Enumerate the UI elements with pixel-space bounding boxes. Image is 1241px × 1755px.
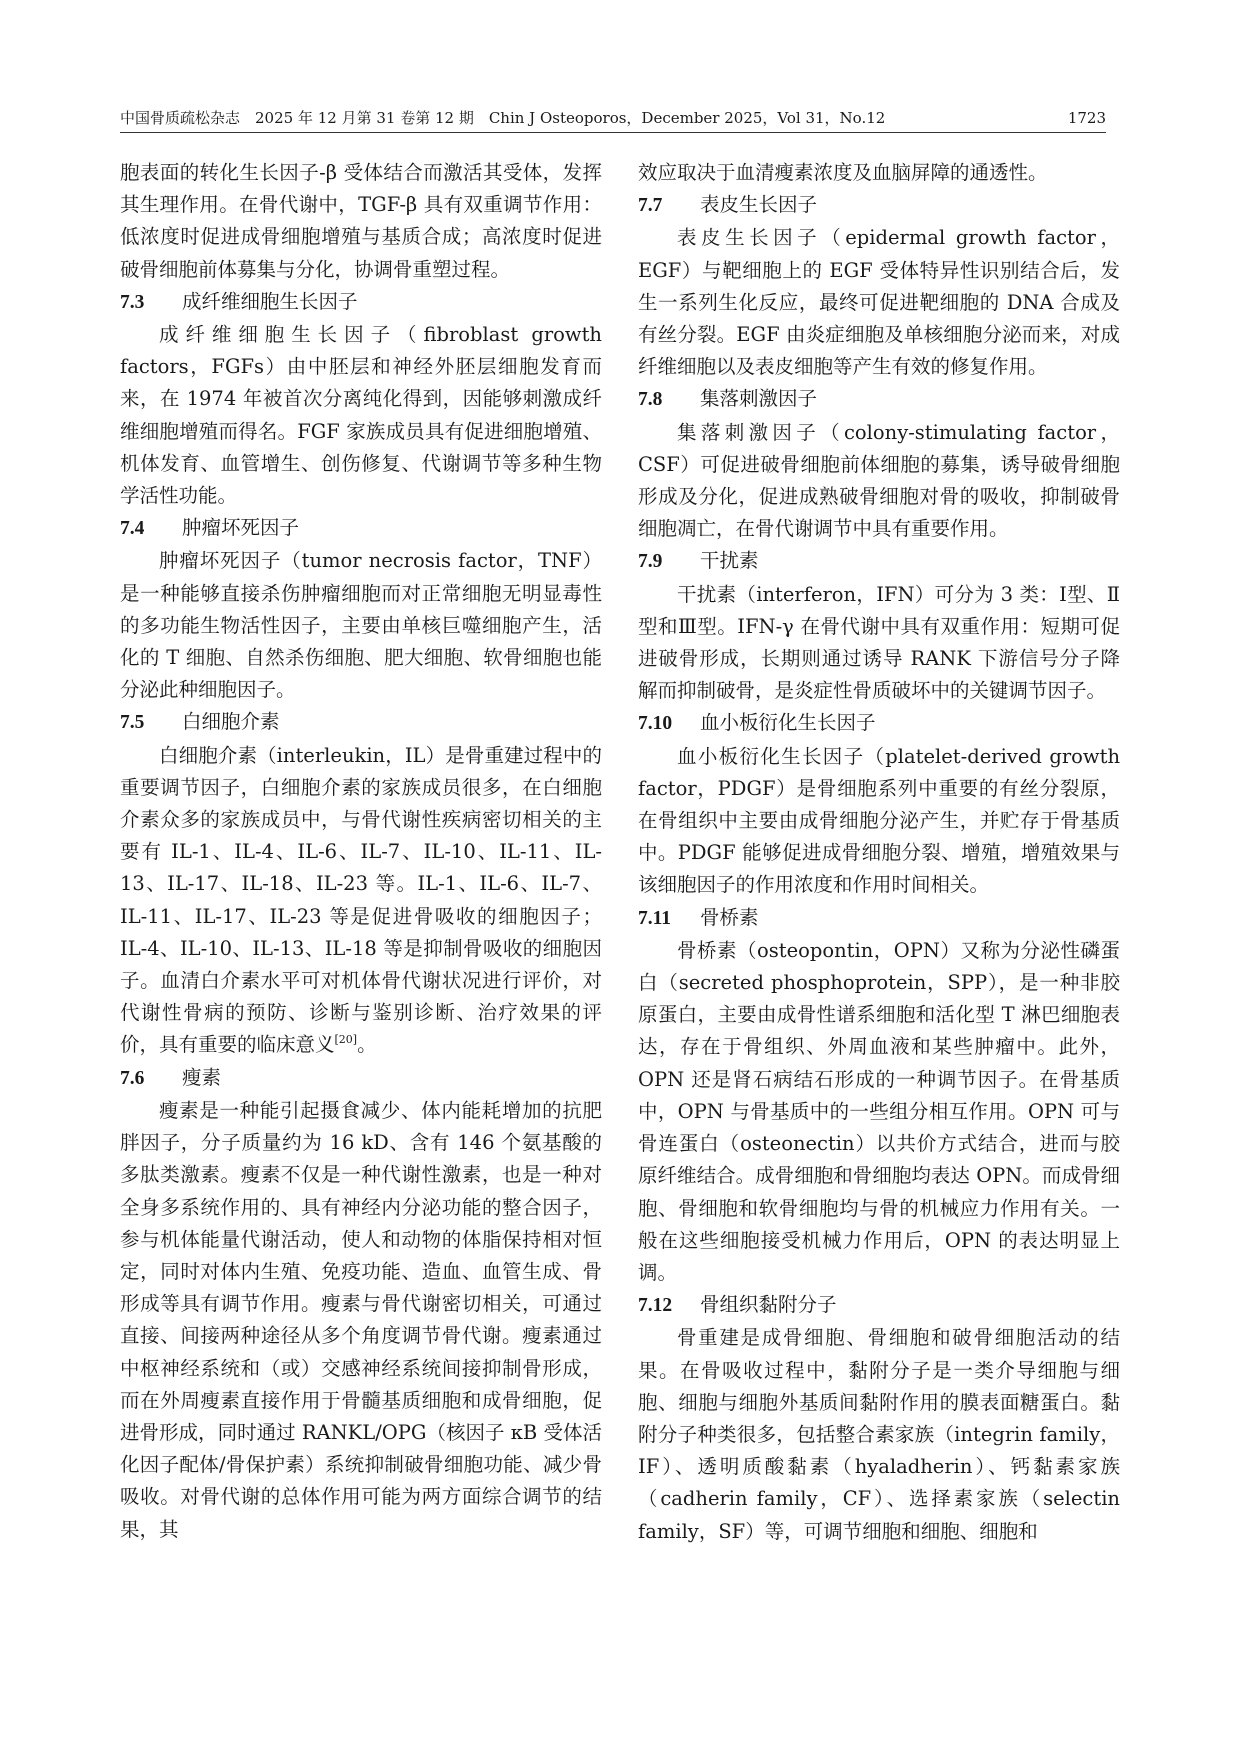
section-heading-7-7 xyxy=(638,189,1120,222)
journal-info: 中国骨质疏松杂志 2025 年 12 月第 31 卷第 12 期 Chin J Osteoporos，December 2025，Vol 31，No.12 xyxy=(120,109,886,127)
section-number: 7.9 xyxy=(638,551,663,573)
section-title: 瘦素 xyxy=(182,1065,222,1089)
section-title: 骨组织黏附分子 xyxy=(700,1293,837,1317)
section-number: 7.3 xyxy=(120,291,145,313)
section-title: 血小板衍化生长因子 xyxy=(700,711,876,735)
section-title: 干扰素 xyxy=(700,549,759,573)
paragraph-fgf: 成纤维细胞生长因子（fibroblast growth factors，FGFs）由中胚层和神经外胚层细胞发育而来，在 1974 年被首次分离纯化得到，因能够刺激成纤维细胞增殖而得名。FGF 家族成员具有促进细胞增殖、机体发育、血管增生、创伤修复、代谢调节等多种生物学活性功能。 xyxy=(120,323,602,508)
section-title: 白细胞介素 xyxy=(182,710,280,734)
section-heading-7-9 xyxy=(638,545,1120,578)
running-header xyxy=(120,108,1106,133)
section-heading-7-3 xyxy=(120,286,602,319)
paragraph-opn: 骨桥素（osteopontin，OPN）又称为分泌性磷蛋白（secreted phosphoprotein，SPP），是一种非胶原蛋白，主要由成骨性谱系细胞和活化型 T 淋巴细胞表达，存在于骨组织、外周血液和某些肿瘤中。此外，OPN 还是肾石病结石形成的一种调节因子。在骨基质中，OPN 与骨基质中的一些组分相互作用。OPN 可与骨连蛋白（osteonectin）以共价方式结合，进而与胶原纤维结合。成骨细胞和骨细胞均表达 OPN。而成骨细胞、骨细胞和软骨细胞均与骨的机械应力作用有关。一般在这些细胞接受机械力作用后，OPN 的表达明显上调。 xyxy=(638,938,1120,1284)
citation-ref: [20] xyxy=(334,1033,358,1047)
paragraph-continued: 胞表面的转化生长因子-β 受体结合而激活其受体，发挥其生理作用。在骨代谢中，TGF-β 具有双重调节作用：低浓度时促进成骨细胞增殖与基质合成；高浓度时促进破骨细胞前体募集与分化，协调骨重塑过程。 xyxy=(120,161,602,281)
paragraph-leptin: 瘦素是一种能引起摄食减少、体内能耗增加的抗肥胖因子，分子质量约为 16 kD、含有 146 个氨基酸的多肽类激素。瘦素不仅是一种代谢性激素，也是一种对全身多系统作用的、具有神经内分泌功能的整合因子，参与机体能量代谢活动，使人和动物的体脂保持相对恒定，同时对体内生殖、免疫功能、造血、血管生成、骨形成等具有调节作用。瘦素与骨代谢密切相关，可通过直接、间接两种途径从多个角度调节骨代谢。瘦素通过中枢神经系统和（或）交感神经系统间接抑制骨形成，而在外周瘦素直接作用于骨髓基质细胞和成骨细胞，促进骨形成，同时通过 RANKL/OPG（核因子 κB 受体活化因子配体/骨保护素）系统抑制破骨细胞功能、减少骨吸收。对骨代谢的总体作用可能为两方面综合调节的结果，其 xyxy=(120,1098,602,1541)
section-title: 集落刺激因子 xyxy=(700,387,818,411)
paragraph-ifn: 干扰素（interferon，IFN）可分为 3 类：Ⅰ型、Ⅱ型和Ⅲ型。IFN-γ 在骨代谢中具有双重作用：短期可促进破骨形成，长期则通过诱导 RANK 下游信号分子降解而抑制破骨，是炎症性骨质破坏中的关键调节因子。 xyxy=(638,582,1120,703)
section-number: 7.10 xyxy=(638,713,673,735)
paragraph-text: 白细胞介素（interleukin，IL）是骨重建过程中的重要调节因子，白细胞介素的家族成员很多，在白细胞介素众多的家族成员中，与骨代谢性疾病密切相关的主要有 IL-1、IL-4、IL-6、IL-7、IL-10、IL-11、IL-13、IL-17、IL-18、IL-23 等。IL-1、IL-6、IL-7、IL-11、IL-17、IL-23 等是促进骨吸收的细胞因子；IL-4、IL-10、IL-13、IL-18 等是抑制骨吸收的细胞因子。血清白介素水平可对机体骨代谢状况进行评价，对代谢性骨病的预防、诊断与鉴别诊断、治疗效果的评价，具有重要的临床意义 xyxy=(120,743,602,1057)
section-number: 7.4 xyxy=(120,518,145,540)
section-number: 7.8 xyxy=(638,389,663,411)
page-number: 1723 xyxy=(1067,109,1106,127)
paragraph-csf: 集落刺激因子（colony-stimulating factor，CSF）可促进破骨细胞前体细胞的募集，诱导破骨细胞形成及分化，促进成熟破骨细胞对骨的吸收，抑制破骨细胞凋亡，在骨代谢调节中具有重要作用。 xyxy=(638,420,1120,541)
section-heading-7-5 xyxy=(120,706,602,739)
section-title: 骨桥素 xyxy=(700,905,759,929)
section-heading-7-6 xyxy=(120,1062,602,1095)
section-number: 7.5 xyxy=(120,712,145,734)
paragraph-tnf: 肿瘤坏死因子（tumor necrosis factor，TNF）是一种能够直接杀伤肿瘤细胞而对正常细胞无明显毒性的多功能生物活性因子，主要由单核巨噬细胞产生，活化的 T 细胞、自然杀伤细胞、肥大细胞、软骨细胞也能分泌此种细胞因子。 xyxy=(120,549,602,702)
section-title: 成纤维细胞生长因子 xyxy=(182,289,358,313)
section-number: 7.11 xyxy=(638,907,672,929)
section-heading-7-12 xyxy=(638,1289,1120,1322)
section-number: 7.7 xyxy=(638,195,663,217)
section-heading-7-10 xyxy=(638,707,1120,740)
right-column xyxy=(638,157,1120,1548)
paragraph-egf: 表皮生长因子（epidermal growth factor，EGF）与靶细胞上的 EGF 受体特异性识别结合后，发生一系列生化反应，最终可促进靶细胞的 DNA 合成及有丝分裂。EGF 由炎症细胞及单核细胞分泌而来，对成纤维细胞以及表皮细胞等产生有效的修复作用。 xyxy=(638,226,1120,379)
section-heading-7-11 xyxy=(638,902,1120,935)
section-number: 7.6 xyxy=(120,1067,145,1089)
section-number: 7.12 xyxy=(638,1295,673,1317)
section-heading-7-8 xyxy=(638,383,1120,416)
section-heading-7-4 xyxy=(120,512,602,545)
left-column xyxy=(120,157,602,1546)
paragraph-adhesion: 骨重建是成骨细胞、骨细胞和破骨细胞活动的结果。在骨吸收过程中，黏附分子是一类介导细胞与细胞、细胞与细胞外基质间黏附作用的膜表面糖蛋白。黏附分子种类很多，包括整合素家族（integrin family，IF）、透明质酸黏素（hyaladherin）、钙黏素家族（cadherin family，CF）、选择素家族（selectin family，SF）等，可调节细胞和细胞、细胞和 xyxy=(638,1326,1120,1543)
paragraph-pdgf: 血小板衍化生长因子（platelet-derived growth factor，PDGF）是骨细胞系列中重要的有丝分裂原，在骨组织中主要由成骨细胞分泌产生，并贮存于骨基质中。PDGF 能够促进成骨细胞分裂、增殖，增殖效果与该细胞因子的作用浓度和作用时间相关。 xyxy=(638,744,1120,897)
paragraph-continued: 效应取决于血清瘦素浓度及血脑屏障的通透性。 xyxy=(638,161,1048,184)
paragraph-end: 。 xyxy=(357,1033,377,1057)
section-title: 表皮生长因子 xyxy=(700,193,818,217)
paragraph-interleukin xyxy=(120,740,602,1062)
section-title: 肿瘤坏死因子 xyxy=(182,516,300,540)
